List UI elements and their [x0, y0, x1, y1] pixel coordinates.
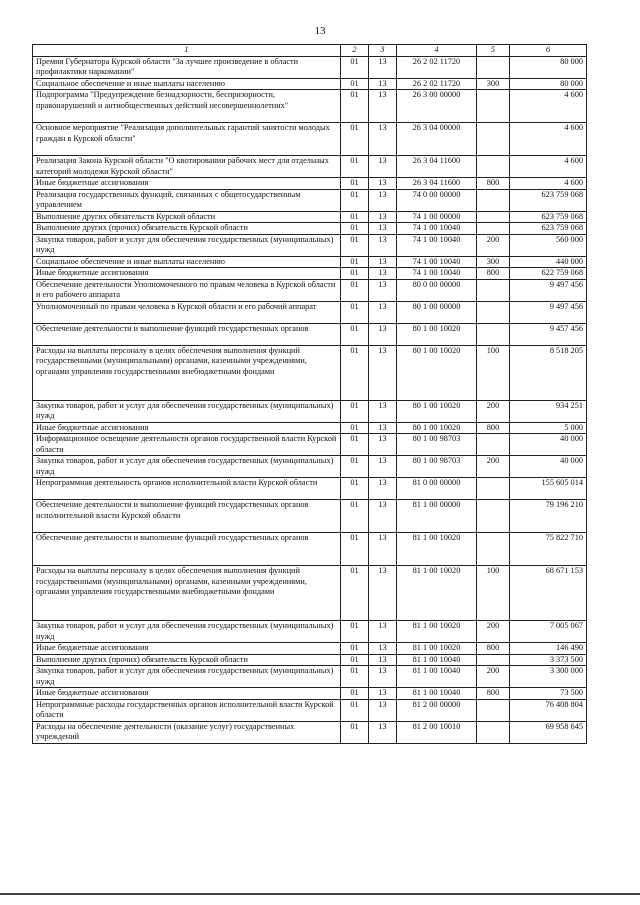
budget-table — [32, 44, 587, 744]
row-expense-type — [477, 189, 510, 211]
table-row — [33, 234, 587, 256]
row-amount: 40 000 — [510, 434, 587, 456]
row-subsection: 13 — [369, 123, 397, 156]
row-name: Иные бюджетные ассигнования — [33, 422, 341, 434]
row-name: Непрограммные расходы государственных органов исполнительной власти Курской области — [33, 699, 341, 721]
row-expense-type — [477, 56, 510, 78]
row-target-code: 81 2 00 10010 — [397, 721, 477, 743]
row-section: 01 — [341, 178, 369, 190]
row-expense-type: 300 — [477, 78, 510, 90]
row-name: Обеспечение деятельности и выполнение функций государственных органов исполнительной власти Курской области — [33, 500, 341, 533]
row-section: 01 — [341, 268, 369, 280]
row-subsection: 13 — [369, 400, 397, 422]
row-target-code: 80 1 00 10020 — [397, 422, 477, 434]
row-section: 01 — [341, 400, 369, 422]
row-subsection: 13 — [369, 721, 397, 743]
row-target-code: 74 0 00 00000 — [397, 189, 477, 211]
row-name: Выполнение других (прочих) обязательств Курской области — [33, 654, 341, 666]
row-amount: 4 600 — [510, 178, 587, 190]
table-row — [33, 688, 587, 700]
table-row — [33, 56, 587, 78]
row-target-code: 74 1 00 10040 — [397, 223, 477, 235]
row-name: Реализация Закона Курской области "О квотировании рабочих мест для отдельных категорий молодежи Курской области" — [33, 156, 341, 178]
row-name: Иные бюджетные ассигнования — [33, 643, 341, 655]
row-amount: 9 497 456 — [510, 279, 587, 301]
row-subsection: 13 — [369, 500, 397, 533]
row-subsection: 13 — [369, 533, 397, 566]
row-expense-type: 200 — [477, 456, 510, 478]
row-expense-type — [477, 279, 510, 301]
row-expense-type — [477, 654, 510, 666]
row-section: 01 — [341, 256, 369, 268]
row-target-code: 74 1 00 00000 — [397, 211, 477, 223]
row-section: 01 — [341, 621, 369, 643]
row-target-code: 80 1 00 98703 — [397, 434, 477, 456]
row-name: Расходы на выплаты персоналу в целях обеспечения выполнения функций государственными (муниципальными) органами, казенными учреждениями, органами управления государственными внебюджетными фондами — [33, 566, 341, 621]
row-name: Расходы на выплаты персоналу в целях обеспечения выполнения функций государственными (муниципальными) органами, казенными учреждениями, органами управления государственными внебюджетными фондами — [33, 345, 341, 400]
row-amount: 4 600 — [510, 90, 587, 123]
row-amount: 622 759 068 — [510, 268, 587, 280]
row-section: 01 — [341, 533, 369, 566]
row-amount: 76 408 804 — [510, 699, 587, 721]
row-expense-type: 200 — [477, 621, 510, 643]
row-section: 01 — [341, 78, 369, 90]
row-amount: 73 500 — [510, 688, 587, 700]
row-name: Реализация государственных функций, связанных с общегосударственным управлением — [33, 189, 341, 211]
row-name: Выполнение других обязательств Курской области — [33, 211, 341, 223]
row-name: Закупка товаров, работ и услуг для обеспечения государственных (муниципальных) нужд — [33, 234, 341, 256]
row-name: Основное мероприятие "Реализация дополнительных гарантий занятости молодых граждан в Курской области" — [33, 123, 341, 156]
row-subsection: 13 — [369, 478, 397, 500]
row-target-code: 80 0 00 00000 — [397, 279, 477, 301]
row-target-code: 80 1 00 10020 — [397, 345, 477, 400]
row-amount: 4 600 — [510, 156, 587, 178]
table-row — [33, 301, 587, 323]
row-expense-type: 200 — [477, 666, 510, 688]
row-expense-type — [477, 156, 510, 178]
row-name: Премия Губернатора Курской области "За лучшее произведение в области профилактики наркомании" — [33, 56, 341, 78]
table-row — [33, 434, 587, 456]
column-header-amount: 6 — [510, 45, 587, 57]
table-row — [33, 156, 587, 178]
row-section: 01 — [341, 234, 369, 256]
table-row — [33, 621, 587, 643]
row-expense-type — [477, 223, 510, 235]
row-amount: 80 000 — [510, 56, 587, 78]
page-number: 13 — [314, 25, 326, 37]
row-target-code: 81 1 00 00000 — [397, 500, 477, 533]
row-section: 01 — [341, 666, 369, 688]
row-name: Расходы на обеспечение деятельности (оказание услуг) государственных учреждений — [33, 721, 341, 743]
row-subsection: 13 — [369, 56, 397, 78]
column-header-target-code: 4 — [397, 45, 477, 57]
row-amount: 68 671 153 — [510, 566, 587, 621]
row-name: Закупка товаров, работ и услуг для обеспечения государственных (муниципальных) нужд — [33, 456, 341, 478]
table-row — [33, 323, 587, 345]
row-expense-type — [477, 301, 510, 323]
row-subsection: 13 — [369, 223, 397, 235]
row-section: 01 — [341, 643, 369, 655]
row-target-code: 26 3 00 00000 — [397, 90, 477, 123]
row-amount: 3 300 000 — [510, 666, 587, 688]
row-target-code: 81 2 00 00000 — [397, 699, 477, 721]
row-subsection: 13 — [369, 211, 397, 223]
row-target-code: 26 3 04 11600 — [397, 178, 477, 190]
row-subsection: 13 — [369, 323, 397, 345]
row-target-code: 26 3 04 11600 — [397, 156, 477, 178]
row-subsection: 13 — [369, 178, 397, 190]
row-subsection: 13 — [369, 621, 397, 643]
row-expense-type — [477, 434, 510, 456]
row-expense-type: 300 — [477, 256, 510, 268]
table-row — [33, 123, 587, 156]
row-name: Закупка товаров, работ и услуг для обеспечения государственных (муниципальных) нужд — [33, 621, 341, 643]
row-section: 01 — [341, 279, 369, 301]
table-row — [33, 699, 587, 721]
row-expense-type — [477, 211, 510, 223]
row-name: Информационное освещение деятельности органов государственной власти Курской области — [33, 434, 341, 456]
row-name: Обеспечение деятельности и выполнение функций государственных органов — [33, 533, 341, 566]
row-subsection: 13 — [369, 301, 397, 323]
row-target-code: 81 1 00 10040 — [397, 688, 477, 700]
row-name: Иные бюджетные ассигнования — [33, 178, 341, 190]
table-row — [33, 533, 587, 566]
row-subsection: 13 — [369, 78, 397, 90]
row-name: Социальное обеспечение и иные выплаты населению — [33, 78, 341, 90]
row-subsection: 13 — [369, 189, 397, 211]
table-row — [33, 721, 587, 743]
row-subsection: 13 — [369, 434, 397, 456]
row-name: Выполнение других (прочих) обязательств Курской области — [33, 223, 341, 235]
table-row — [33, 666, 587, 688]
row-amount: 560 000 — [510, 234, 587, 256]
row-subsection: 13 — [369, 422, 397, 434]
row-target-code: 80 1 00 00000 — [397, 301, 477, 323]
row-amount: 7 005 067 — [510, 621, 587, 643]
row-amount: 69 958 645 — [510, 721, 587, 743]
row-name: Уполномоченный по правам человека в Курской области и его рабочий аппарат — [33, 301, 341, 323]
row-section: 01 — [341, 156, 369, 178]
row-expense-type: 800 — [477, 422, 510, 434]
row-subsection: 13 — [369, 456, 397, 478]
row-target-code: 80 1 00 98703 — [397, 456, 477, 478]
row-section: 01 — [341, 434, 369, 456]
row-amount: 3 373 500 — [510, 654, 587, 666]
row-subsection: 13 — [369, 234, 397, 256]
row-target-code: 74 1 00 10040 — [397, 234, 477, 256]
row-name: Закупка товаров, работ и услуг для обеспечения государственных (муниципальных) нужд — [33, 400, 341, 422]
table-row — [33, 211, 587, 223]
table-row — [33, 189, 587, 211]
table-row — [33, 566, 587, 621]
row-expense-type — [477, 123, 510, 156]
table-row — [33, 643, 587, 655]
table-row — [33, 400, 587, 422]
column-header-expense-type: 5 — [477, 45, 510, 57]
row-amount: 75 822 710 — [510, 533, 587, 566]
page-bottom-rule — [0, 893, 640, 895]
row-expense-type — [477, 721, 510, 743]
row-target-code: 26 2 02 11720 — [397, 78, 477, 90]
row-section: 01 — [341, 566, 369, 621]
row-name: Иные бюджетные ассигнования — [33, 688, 341, 700]
row-name: Закупка товаров, работ и услуг для обеспечения государственных (муниципальных) нужд — [33, 666, 341, 688]
row-subsection: 13 — [369, 688, 397, 700]
row-target-code: 26 2 02 11720 — [397, 56, 477, 78]
row-amount: 80 000 — [510, 78, 587, 90]
table-row — [33, 478, 587, 500]
row-section: 01 — [341, 500, 369, 533]
row-target-code: 81 1 00 10020 — [397, 566, 477, 621]
row-subsection: 13 — [369, 256, 397, 268]
row-amount: 79 196 210 — [510, 500, 587, 533]
table-row — [33, 178, 587, 190]
table-row — [33, 223, 587, 235]
row-target-code: 81 1 00 10020 — [397, 621, 477, 643]
row-amount: 4 600 — [510, 123, 587, 156]
row-section: 01 — [341, 223, 369, 235]
table-header-row — [33, 45, 587, 57]
row-name: Непрограммная деятельность органов исполнительной власти Курской области — [33, 478, 341, 500]
row-amount: 8 518 205 — [510, 345, 587, 400]
row-subsection: 13 — [369, 666, 397, 688]
row-section: 01 — [341, 323, 369, 345]
row-amount: 9 457 456 — [510, 323, 587, 345]
table-row — [33, 256, 587, 268]
row-expense-type: 800 — [477, 268, 510, 280]
row-section: 01 — [341, 301, 369, 323]
row-section: 01 — [341, 189, 369, 211]
row-expense-type — [477, 500, 510, 533]
row-target-code: 81 1 00 10040 — [397, 654, 477, 666]
row-name: Подпрограмма "Предупреждение безнадзорности, беспризорности, правонарушений и антиобщественных действий несовершеннолетних" — [33, 90, 341, 123]
table-row — [33, 654, 587, 666]
row-subsection: 13 — [369, 654, 397, 666]
row-section: 01 — [341, 699, 369, 721]
row-target-code: 81 1 00 10020 — [397, 533, 477, 566]
row-expense-type — [477, 699, 510, 721]
column-header-section: 2 — [341, 45, 369, 57]
row-section: 01 — [341, 345, 369, 400]
row-section: 01 — [341, 422, 369, 434]
row-target-code: 74 1 00 10040 — [397, 256, 477, 268]
row-section: 01 — [341, 211, 369, 223]
row-expense-type: 100 — [477, 345, 510, 400]
row-subsection: 13 — [369, 156, 397, 178]
row-amount: 9 497 456 — [510, 301, 587, 323]
table-row — [33, 90, 587, 123]
row-name: Обеспечение деятельности Уполномоченного по правам человека в Курской области и его рабочего аппарата — [33, 279, 341, 301]
table-row — [33, 279, 587, 301]
row-amount: 146 490 — [510, 643, 587, 655]
row-amount: 155 605 014 — [510, 478, 587, 500]
row-section: 01 — [341, 478, 369, 500]
row-section: 01 — [341, 123, 369, 156]
row-amount: 623 759 068 — [510, 211, 587, 223]
row-subsection: 13 — [369, 699, 397, 721]
row-name: Социальное обеспечение и иные выплаты населению — [33, 256, 341, 268]
row-amount: 934 251 — [510, 400, 587, 422]
table-row — [33, 268, 587, 280]
row-name: Иные бюджетные ассигнования — [33, 268, 341, 280]
column-header-name: 1 — [33, 45, 341, 57]
row-target-code: 81 1 00 10040 — [397, 666, 477, 688]
row-target-code: 81 1 00 10020 — [397, 643, 477, 655]
row-expense-type — [477, 323, 510, 345]
row-expense-type: 100 — [477, 566, 510, 621]
row-expense-type — [477, 90, 510, 123]
row-section: 01 — [341, 456, 369, 478]
table-row — [33, 456, 587, 478]
row-expense-type: 800 — [477, 643, 510, 655]
row-target-code: 26 3 04 00000 — [397, 123, 477, 156]
row-expense-type: 200 — [477, 400, 510, 422]
row-subsection: 13 — [369, 643, 397, 655]
row-name: Обеспечение деятельности и выполнение функций государственных органов — [33, 323, 341, 345]
row-amount: 5 000 — [510, 422, 587, 434]
row-target-code: 80 1 00 10020 — [397, 323, 477, 345]
row-subsection: 13 — [369, 279, 397, 301]
row-section: 01 — [341, 90, 369, 123]
row-expense-type — [477, 533, 510, 566]
row-amount: 623 759 068 — [510, 223, 587, 235]
table-row — [33, 422, 587, 434]
row-target-code: 81 0 00 00000 — [397, 478, 477, 500]
row-amount: 440 000 — [510, 256, 587, 268]
row-expense-type: 200 — [477, 234, 510, 256]
row-section: 01 — [341, 721, 369, 743]
column-header-subsection: 3 — [369, 45, 397, 57]
row-amount: 623 759 068 — [510, 189, 587, 211]
row-target-code: 80 1 00 10020 — [397, 400, 477, 422]
row-section: 01 — [341, 688, 369, 700]
row-target-code: 74 1 00 10040 — [397, 268, 477, 280]
row-expense-type — [477, 478, 510, 500]
row-section: 01 — [341, 654, 369, 666]
row-section: 01 — [341, 56, 369, 78]
row-expense-type: 800 — [477, 688, 510, 700]
row-subsection: 13 — [369, 566, 397, 621]
row-subsection: 13 — [369, 268, 397, 280]
row-amount: 40 000 — [510, 456, 587, 478]
row-subsection: 13 — [369, 90, 397, 123]
row-subsection: 13 — [369, 345, 397, 400]
table-row — [33, 345, 587, 400]
table-row — [33, 500, 587, 533]
table-row — [33, 78, 587, 90]
row-expense-type: 800 — [477, 178, 510, 190]
